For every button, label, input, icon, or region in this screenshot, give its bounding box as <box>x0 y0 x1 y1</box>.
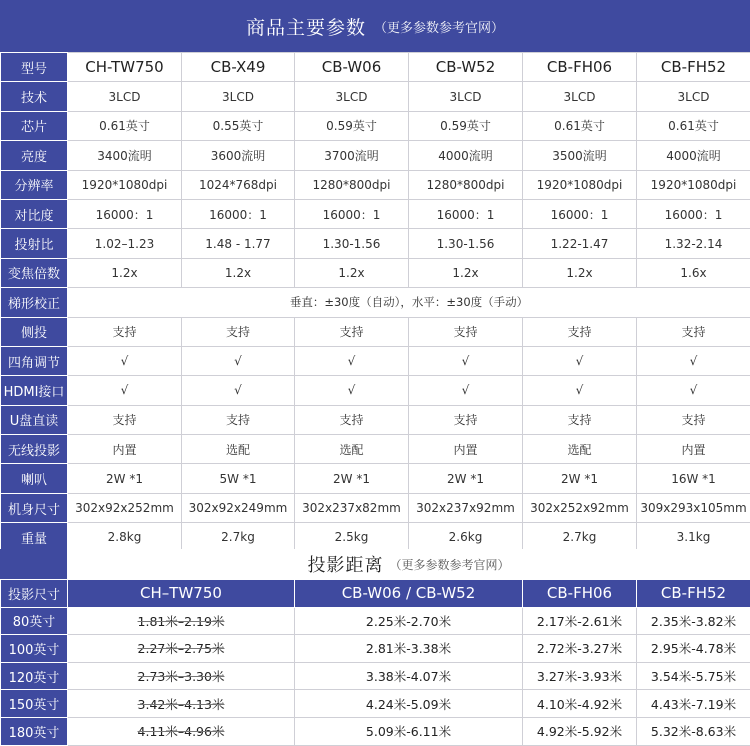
spec-value: 3LCD <box>182 82 295 111</box>
distance-title-text: 投影距离 <box>307 551 383 577</box>
spec-value: √ <box>637 346 750 375</box>
spec-value: 302x92x249mm <box>182 493 295 522</box>
spec-value: 3.1kg <box>637 523 750 552</box>
spec-value: 支持 <box>182 317 295 346</box>
spec-value: 支持 <box>295 405 409 434</box>
spec-row <box>1 82 750 111</box>
spec-value: 2.6kg <box>409 523 523 552</box>
distance-value: 4.24米-5.09米 <box>295 690 523 718</box>
spec-value: 3LCD <box>295 82 409 111</box>
spec-row-model <box>1 53 750 82</box>
spec-value: 1.2x <box>295 258 409 287</box>
spec-value: 支持 <box>182 405 295 434</box>
model-name: CB-FH06 <box>523 53 637 82</box>
spec-row <box>1 376 750 405</box>
distance-row <box>1 635 750 663</box>
spec-row <box>1 141 750 170</box>
spec-value: 1.2x <box>68 258 182 287</box>
screen-size: 80英寸 <box>1 607 68 635</box>
spec-value: 5W *1 <box>182 464 295 493</box>
distance-value: 1.81米–2.19米 <box>68 607 295 635</box>
spec-value: 0.55英寸 <box>182 111 295 140</box>
distance-value: 2.95米-4.78米 <box>637 635 750 663</box>
distance-value: 4.92米-5.92米 <box>523 717 637 745</box>
distance-subtitle: （更多参数参考官网） <box>389 556 509 573</box>
spec-value: √ <box>523 376 637 405</box>
spec-value: 2.5kg <box>295 523 409 552</box>
row-label: 变焦倍数 <box>1 258 68 287</box>
distance-value: 2.35米-3.82米 <box>637 607 750 635</box>
spec-value: 2W *1 <box>409 464 523 493</box>
distance-value: 3.54米-5.75米 <box>637 662 750 690</box>
spec-value: 1.2x <box>182 258 295 287</box>
spec-value: 支持 <box>637 317 750 346</box>
spec-value: 3700流明 <box>295 141 409 170</box>
spec-value: √ <box>295 346 409 375</box>
spec-value: √ <box>637 376 750 405</box>
distance-value: 4.11米–4.96米 <box>68 717 295 745</box>
spec-value: 选配 <box>182 435 295 464</box>
spec-value: 4000流明 <box>409 141 523 170</box>
spec-value: 302x237x82mm <box>295 493 409 522</box>
distance-header-row <box>1 580 750 608</box>
spec-value: 2.8kg <box>68 523 182 552</box>
distance-value: 4.10米-4.92米 <box>523 690 637 718</box>
model-name: CB-FH52 <box>637 53 750 82</box>
spec-value: 1024*768dpi <box>182 170 295 199</box>
spec-value: 302x92x252mm <box>68 493 182 522</box>
model-name: CB-W06 <box>295 53 409 82</box>
spec-row <box>1 199 750 228</box>
spec-value: 1.2x <box>409 258 523 287</box>
distance-title-left <box>0 549 68 579</box>
screen-size: 150英寸 <box>1 690 68 718</box>
distance-title <box>67 549 750 579</box>
spec-value: √ <box>523 346 637 375</box>
spec-value: 内置 <box>68 435 182 464</box>
spec-value: 1920*1080dpi <box>523 170 637 199</box>
spec-value: 0.59英寸 <box>409 111 523 140</box>
row-label: 投射比 <box>1 229 68 258</box>
spec-value: 0.61英寸 <box>68 111 182 140</box>
spec-value: 309x293x105mm <box>637 493 750 522</box>
spec-table <box>0 52 750 553</box>
row-label: U盘直读 <box>1 405 68 434</box>
distance-value: 2.73米–3.30米 <box>68 662 295 690</box>
spec-row <box>1 405 750 434</box>
distance-row <box>1 717 750 745</box>
spec-value: 3400流明 <box>68 141 182 170</box>
spec-value: 1920*1080dpi <box>637 170 750 199</box>
distance-column-header: CB-W06 / CB-W52 <box>295 580 523 608</box>
spec-value: 支持 <box>295 317 409 346</box>
spec-value: 16000：1 <box>523 199 637 228</box>
row-label: 无线投影 <box>1 435 68 464</box>
page-title: 商品主要参数 <box>246 13 366 40</box>
spec-value: 支持 <box>409 405 523 434</box>
spec-row <box>1 523 750 552</box>
distance-row <box>1 662 750 690</box>
distance-column-header: CB-FH06 <box>523 580 637 608</box>
distance-column-header: CB-FH52 <box>637 580 750 608</box>
row-label: 对比度 <box>1 199 68 228</box>
spec-value: 选配 <box>523 435 637 464</box>
spec-value: √ <box>295 376 409 405</box>
spec-value: 1.30-1.56 <box>295 229 409 258</box>
spec-value: 支持 <box>68 317 182 346</box>
spec-value: 0.61英寸 <box>637 111 750 140</box>
model-name: CB-W52 <box>409 53 523 82</box>
spec-row <box>1 258 750 287</box>
spec-value: 选配 <box>295 435 409 464</box>
model-name: CH-TW750 <box>68 53 182 82</box>
spec-value: 支持 <box>523 317 637 346</box>
spec-value: 1.32-2.14 <box>637 229 750 258</box>
header-bar <box>0 0 750 52</box>
spec-row <box>1 493 750 522</box>
row-label: 梯形校正 <box>1 288 68 317</box>
spec-value: 16000：1 <box>409 199 523 228</box>
spec-value: 1280*800dpi <box>295 170 409 199</box>
spec-value: √ <box>182 376 295 405</box>
spec-row <box>1 464 750 493</box>
spec-value: 2W *1 <box>523 464 637 493</box>
row-label: 芯片 <box>1 111 68 140</box>
spec-row-keystone <box>1 288 750 317</box>
spec-value: 4000流明 <box>637 141 750 170</box>
screen-size: 120英寸 <box>1 662 68 690</box>
spec-value: 0.59英寸 <box>295 111 409 140</box>
spec-row <box>1 111 750 140</box>
distance-value: 5.32米-8.63米 <box>637 717 750 745</box>
spec-value: 1280*800dpi <box>409 170 523 199</box>
spec-value: 内置 <box>637 435 750 464</box>
spec-value: 2W *1 <box>68 464 182 493</box>
spec-value: 302x252x92mm <box>523 493 637 522</box>
screen-size: 100英寸 <box>1 635 68 663</box>
spec-value: 3LCD <box>409 82 523 111</box>
spec-value: 16000：1 <box>182 199 295 228</box>
spec-value: √ <box>182 346 295 375</box>
spec-row <box>1 346 750 375</box>
spec-value: 1.22-1.47 <box>523 229 637 258</box>
row-label: 技术 <box>1 82 68 111</box>
spec-value: √ <box>409 376 523 405</box>
distance-column-header: CH–TW750 <box>68 580 295 608</box>
distance-table <box>0 579 750 746</box>
distance-row <box>1 607 750 635</box>
spec-value: 支持 <box>409 317 523 346</box>
spec-value: 3LCD <box>68 82 182 111</box>
spec-value: 2.7kg <box>182 523 295 552</box>
spec-row <box>1 317 750 346</box>
keystone-value: 垂直：±30度（自动），水平：±30度（手动） <box>68 288 750 317</box>
distance-row <box>1 690 750 718</box>
spec-value: 3500流明 <box>523 141 637 170</box>
spec-row <box>1 435 750 464</box>
spec-value: 支持 <box>523 405 637 434</box>
spec-value: √ <box>68 376 182 405</box>
distance-value: 3.38米-4.07米 <box>295 662 523 690</box>
spec-value: 3600流明 <box>182 141 295 170</box>
row-label: 亮度 <box>1 141 68 170</box>
distance-value: 3.27米-3.93米 <box>523 662 637 690</box>
spec-value: 2W *1 <box>295 464 409 493</box>
spec-value: 3LCD <box>523 82 637 111</box>
spec-value: 1.02–1.23 <box>68 229 182 258</box>
spec-value: 16000：1 <box>637 199 750 228</box>
spec-value: √ <box>409 346 523 375</box>
spec-value: 0.61英寸 <box>523 111 637 140</box>
spec-value: 16000：1 <box>68 199 182 228</box>
distance-value: 3.42米–4.13米 <box>68 690 295 718</box>
page-subtitle: （更多参数参考官网） <box>374 17 504 36</box>
spec-value: 1.6x <box>637 258 750 287</box>
row-label: 四角调节 <box>1 346 68 375</box>
row-label: 重量 <box>1 523 68 552</box>
spec-value: 支持 <box>68 405 182 434</box>
spec-value: 1.2x <box>523 258 637 287</box>
spec-row <box>1 229 750 258</box>
screen-size: 180英寸 <box>1 717 68 745</box>
row-label: 分辨率 <box>1 170 68 199</box>
distance-value: 2.17米-2.61米 <box>523 607 637 635</box>
spec-value: 3LCD <box>637 82 750 111</box>
distance-value: 2.81米-3.38米 <box>295 635 523 663</box>
distance-value: 2.25米-2.70米 <box>295 607 523 635</box>
distance-value: 2.72米-3.27米 <box>523 635 637 663</box>
spec-value: 1920*1080dpi <box>68 170 182 199</box>
spec-value: 1.30-1.56 <box>409 229 523 258</box>
spec-value: √ <box>68 346 182 375</box>
row-label: 喇叭 <box>1 464 68 493</box>
row-label: 型号 <box>1 53 68 82</box>
distance-value: 2.27米–2.75米 <box>68 635 295 663</box>
model-name: CB-X49 <box>182 53 295 82</box>
distance-value: 4.43米-7.19米 <box>637 690 750 718</box>
spec-value: 16000：1 <box>295 199 409 228</box>
row-label: 侧投 <box>1 317 68 346</box>
size-column-header: 投影尺寸 <box>1 580 68 608</box>
row-label: 机身尺寸 <box>1 493 68 522</box>
spec-value: 支持 <box>637 405 750 434</box>
spec-row <box>1 170 750 199</box>
spec-value: 16W *1 <box>637 464 750 493</box>
spec-value: 2.7kg <box>523 523 637 552</box>
spec-value: 内置 <box>409 435 523 464</box>
spec-value: 302x237x92mm <box>409 493 523 522</box>
distance-value: 5.09米-6.11米 <box>295 717 523 745</box>
spec-value: 1.48 - 1.77 <box>182 229 295 258</box>
row-label: HDMI接口 <box>1 376 68 405</box>
